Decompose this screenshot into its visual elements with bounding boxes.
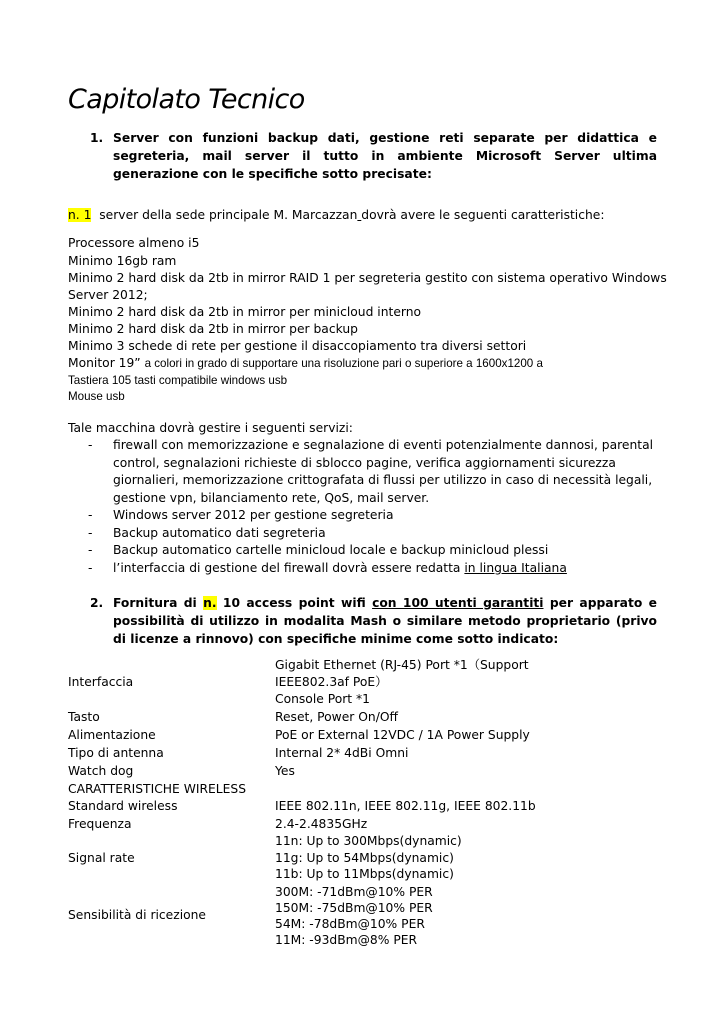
spec-label: Tipo di antenna [68, 746, 164, 760]
spec-label: Alimentazione [68, 728, 156, 742]
feature-line: Minimo 2 hard disk da 2tb in mirror RAID 1 per segreteria gestito con sistema operativo Windows [68, 271, 667, 285]
spec-value: Internal 2* 4dBi Omni [275, 746, 409, 760]
spec-value: 11M: -93dBm@8% PER [275, 933, 418, 947]
spec-label: Watch dog [68, 764, 134, 778]
spec-label: Signal rate [68, 851, 135, 865]
highlight-quantity: n. [203, 596, 217, 610]
list-item: - l’interfaccia di gestione del firewall dovrà essere redatta in lingua Italiana [88, 560, 567, 575]
spec-value: 150M: -75dBm@10% PER [275, 901, 433, 915]
spec-value: 2.4-2.4835GHz [275, 817, 368, 831]
monitor-a: Monitor 19” [68, 356, 141, 370]
feature-line: Minimo 3 schede di rete per gestione il disaccopiamento tra diversi settori [68, 339, 527, 353]
feature-line: Server 2012; [68, 288, 148, 302]
spec-value: Yes [275, 764, 295, 778]
spec-label: Frequenza [68, 817, 132, 831]
services-list [88, 437, 668, 577]
spec-label: Sensibilità di ricezione [68, 908, 206, 922]
monitor-b: a colori in grado di supportare una risoluzione pari o superiore a 1600x1200 a [144, 357, 543, 370]
spec-value: Reset, Power On/Off [275, 710, 399, 724]
feature-line: Minimo 2 hard disk da 2tb in mirror per backup [68, 322, 358, 336]
spec-value: 11g: Up to 54Mbps(dynamic) [275, 851, 454, 865]
spec-value: IEEE802.3af PoE） [275, 675, 388, 689]
spec-value: PoE or External 12VDC / 1A Power Supply [275, 728, 530, 742]
spec-label: Interfaccia [68, 675, 134, 689]
list-item: - Windows server 2012 per gestione segreteria [88, 508, 394, 522]
spec-value: 11n: Up to 300Mbps(dynamic) [275, 834, 462, 848]
underlined-text: in lingua Italiana [464, 560, 567, 575]
spec-value: Console Port *1 [275, 692, 370, 706]
document-title: Capitolato Tecnico [68, 84, 305, 115]
services-intro: Tale macchina dovrà gestire i seguenti servizi: [68, 421, 353, 435]
underlined-text: con 100 utenti garantiti [372, 596, 544, 610]
mouse-line: Mouse usb [68, 390, 125, 403]
spec-label: Standard wireless [68, 799, 178, 813]
monitor-line [68, 356, 543, 370]
item-text: Server con funzioni backup dati, gestione reti separate per didattica e segreteria, mail server il tutto in ambiente Microsoft Server ultima generazione con le specifiche sotto precisate: [113, 131, 657, 181]
feature-line: Minimo 2 hard disk da 2tb in mirror per minicloud interno [68, 305, 422, 319]
spec-value: 54M: -78dBm@10% PER [275, 917, 425, 931]
server-text-a: server della sede principale M. Marcazzan [99, 208, 358, 222]
item-number: 2. [90, 596, 104, 610]
spec-value: Gigabit Ethernet (RJ-45) Port *1（Support [275, 658, 529, 672]
list-item: - Backup automatico dati segreteria [88, 525, 326, 540]
numbered-item-1 [90, 129, 657, 183]
keyboard-line: Tastiera 105 tasti compatibile windows usb [68, 374, 288, 387]
item-text: Fornitura di n. 10 access point wifi con 100 utenti garantiti per apparato e possibilità di utilizzo in modalita Mash o similare metodo proprietario (privo di licenze a rinnovo) con specifiche minime come sotto indicato: [113, 596, 657, 646]
list-item: - firewall con memorizzazione e segnalazione di eventi potenzialmente dannosi, parental control, segnalazioni richieste di sblocco pagine, verifica aggiornamenti sicurezza giornalieri, memorizzazione crittografata di flussi per utilizzo in caso di necessità legali, gestione vpn, bilanciamento rete, QoS, mail server. [88, 438, 654, 505]
server-line [68, 208, 605, 222]
feature-line: Processore almeno i5 [68, 236, 200, 250]
spec-value: 11b: Up to 11Mbps(dynamic) [275, 867, 454, 881]
numbered-item-2 [90, 594, 657, 648]
highlight-quantity: n. 1 [68, 208, 92, 222]
spec-value: IEEE 802.11n, IEEE 802.11g, IEEE 802.11b [275, 799, 536, 813]
feature-line: Minimo 16gb ram [68, 254, 177, 268]
server-text-b: dovrà avere le seguenti caratteristiche: [361, 208, 605, 222]
list-item: - Backup automatico cartelle minicloud locale e backup minicloud plessi [88, 543, 549, 557]
spec-value: 300M: -71dBm@10% PER [275, 885, 433, 899]
item-number: 1. [90, 131, 104, 145]
spec-heading: CARATTERISTICHE WIRELESS [68, 782, 247, 796]
spec-label: Tasto [68, 710, 100, 724]
